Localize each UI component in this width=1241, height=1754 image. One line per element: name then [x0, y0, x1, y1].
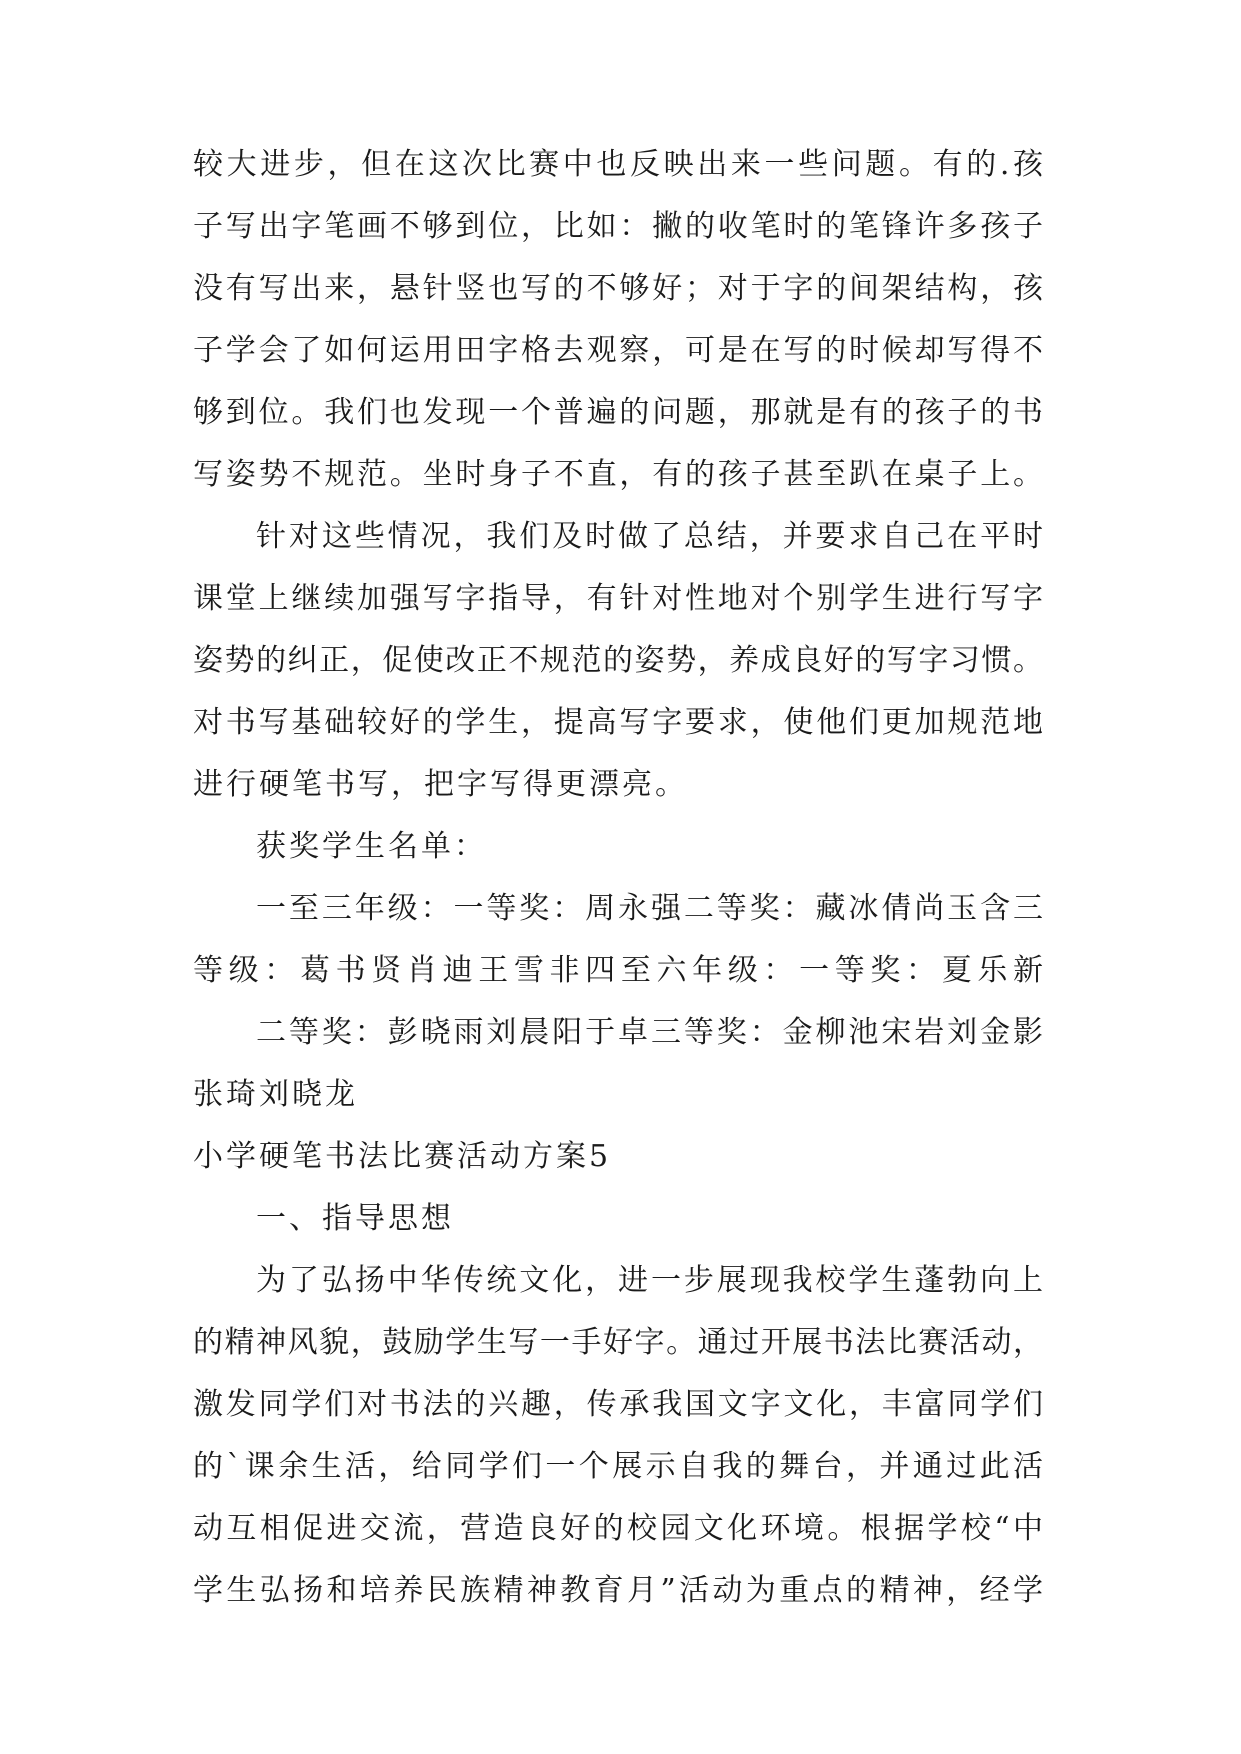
paragraph-line: 对书写基础较好的学生，提高写字要求，使他们更加规范地 — [193, 705, 1043, 740]
winners-list-line: 二等奖：彭晓雨刘晨阳于卓三等奖：金柳池宋岩刘金影 — [256, 1015, 1043, 1050]
paragraph-line: 子学会了如何运用田字格去观察，可是在写的时候却写得不 — [193, 333, 1043, 368]
paragraph-line: 写姿势不规范。坐时身子不直，有的孩子甚至趴在桌子上。 — [193, 457, 1043, 492]
paragraph-line: 较大进步，但在这次比赛中也反映出来一些问题。有的.孩 — [193, 147, 1043, 182]
paragraph-line: 课堂上继续加强写字指导，有针对性地对个别学生进行写字 — [193, 581, 1043, 616]
paragraph-line: 学生弘扬和培养民族精神教育月”活动为重点的精神，经学 — [193, 1573, 1043, 1608]
subsection-heading: 一、指导思想 — [256, 1201, 454, 1236]
winners-heading: 获奖学生名单： — [256, 829, 487, 864]
paragraph-line: 的精神风貌，鼓励学生写一手好字。通过开展书法比赛活动， — [193, 1325, 1043, 1360]
paragraph-line: 的`课余生活，给同学们一个展示自我的舞台，并通过此活 — [193, 1449, 1043, 1484]
paragraph-line: 姿势的纠正，促使改正不规范的姿势，养成良好的写字习惯。 — [193, 643, 1043, 678]
winners-list-line: 张琦刘晓龙 — [193, 1077, 358, 1112]
paragraph-line: 够到位。我们也发现一个普遍的问题，那就是有的孩子的书 — [193, 395, 1043, 430]
paragraph-line: 没有写出来，悬针竖也写的不够好；对于字的间架结构，孩 — [193, 271, 1043, 306]
section-title: 小学硬笔书法比赛活动方案5 — [193, 1139, 612, 1174]
paragraph-line: 激发同学们对书法的兴趣，传承我国文字文化，丰富同学们 — [193, 1387, 1043, 1422]
winners-list-line: 一至三年级：一等奖：周永强二等奖：藏冰倩尚玉含三 — [256, 891, 1043, 926]
winners-list-line: 等级：葛书贤肖迪王雪非四至六年级：一等奖：夏乐新 — [193, 953, 1043, 988]
paragraph-last-line: 进行硬笔书写，把字写得更漂亮。 — [193, 767, 688, 802]
paragraph-line: 动互相促进交流，营造良好的校园文化环境。根据学校“中 — [193, 1511, 1043, 1546]
paragraph-first-line: 为了弘扬中华传统文化，进一步展现我校学生蓬勃向上 — [256, 1263, 1043, 1298]
paragraph-line: 子写出字笔画不够到位，比如：撇的收笔时的笔锋许多孩子 — [193, 209, 1043, 244]
paragraph-first-line: 针对这些情况，我们及时做了总结，并要求自己在平时 — [256, 519, 1043, 554]
